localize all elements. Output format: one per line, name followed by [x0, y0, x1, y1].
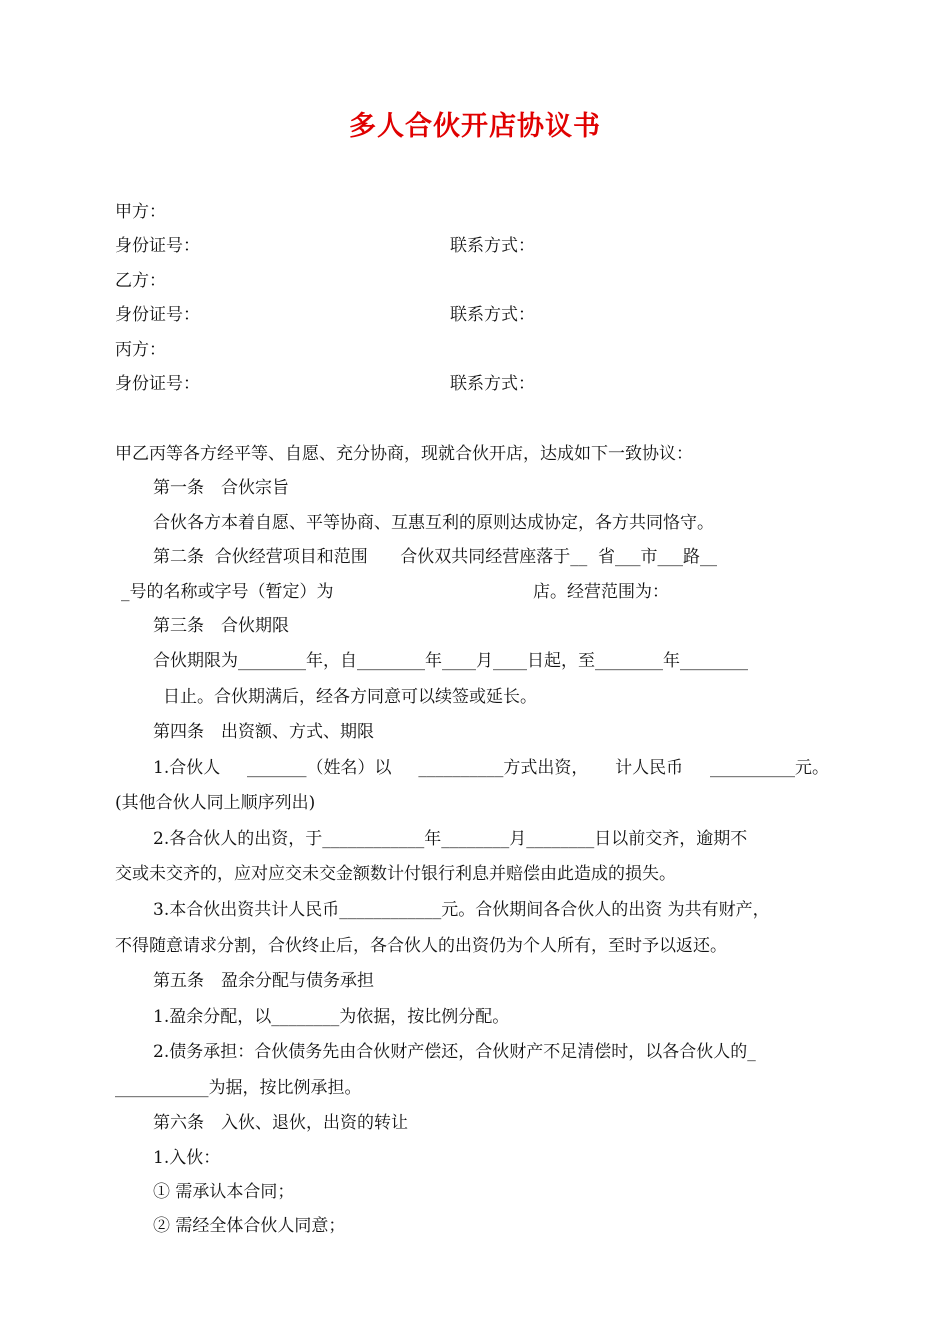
article-4-item-1-part: 1.合伙人: [153, 758, 221, 778]
article-6-item-1-sub-1: ① 需承认本合同；: [153, 1182, 295, 1202]
article-6-title: 第六条 入伙、退伙，出资的转让: [153, 1113, 408, 1133]
party-c-id: 身份证号：: [115, 374, 200, 394]
party-a-id: 身份证号：: [115, 236, 200, 256]
article-6-item-1: 1.入伙：: [153, 1148, 221, 1168]
party-b-name: 乙方：: [115, 271, 166, 291]
article-4-title: 第四条 出资额、方式、期限: [153, 722, 374, 742]
party-b-id: 身份证号：: [115, 305, 200, 325]
article-4-item-1-part: __________元。: [709, 758, 829, 778]
article-1-title: 第一条 合伙宗旨: [153, 478, 289, 498]
article-5-item-1: 1.盈余分配，以________为依据，按比例分配。: [153, 1007, 510, 1027]
article-4-item-2-line-1: 2.各合伙人的出资，于____________年________月________日以前交齐，逾期不: [153, 829, 748, 849]
document-title: 多人合伙开店协议书: [349, 111, 601, 142]
article-4-item-1-note: (其他合伙人同上顺序列出): [115, 793, 316, 813]
article-4-item-2-line-2: 交或未交齐的，应对应交未交金额数计付银行利息并赔偿由此造成的损失。: [115, 864, 676, 884]
article-3-title: 第三条 合伙期限: [153, 616, 289, 636]
article-3-line-2: 日止。合伙期满后，经各方同意可以续签或延长。: [163, 687, 537, 707]
party-b-contact: 联系方式：: [450, 305, 535, 325]
article-4-item-1-part: __________方式出资，: [418, 758, 589, 778]
article-2-line-2b: 店。经营范围为：: [533, 582, 669, 602]
article-4-item-1-part: 计人民币: [615, 758, 684, 778]
party-c-contact: 联系方式：: [450, 374, 535, 394]
intro-paragraph: 甲乙丙等各方经平等、自愿、充分协商，现就合伙开店，达成如下一致协议：: [115, 444, 693, 464]
article-5-item-2-line-1: 2.债务承担：合伙债务先由合伙财产偿还，合伙财产不足清偿时，以各合伙人的_: [153, 1042, 756, 1062]
article-3-line-1: 合伙期限为________年，自________年____月____日起，至________年________: [153, 651, 748, 671]
article-5-item-2-line-2: ___________为据，按比例承担。: [115, 1078, 362, 1098]
article-4-item-1-part: _______（姓名）以: [247, 758, 392, 778]
article-4-item-3-line-2: 不得随意请求分割，合伙终止后，各合伙人的出资仍为个人所有，至时予以返还。: [115, 936, 727, 956]
article-4-item-1: [153, 756, 829, 780]
article-2-line-2a: _号的名称或字号（暂定）为: [121, 582, 334, 602]
article-6-item-1-sub-2: ② 需经全体合伙人同意；: [153, 1216, 346, 1236]
article-1-body: 合伙各方本着自愿、平等协商、互惠互利的原则达成协定，各方共同恪守。: [153, 513, 714, 533]
article-2-line-1: 第二条 合伙经营项目和范围 合伙双共同经营座落于__ 省___市___路__: [153, 547, 718, 567]
article-4-item-3-line-1: 3.本合伙出资共计人民币____________元。合伙期间各合伙人的出资 为共有财产，: [153, 900, 770, 920]
party-c-name: 丙方：: [115, 340, 166, 360]
party-a-name: 甲方：: [115, 202, 166, 222]
article-5-title: 第五条 盈余分配与债务承担: [153, 971, 374, 991]
party-a-contact: 联系方式：: [450, 236, 535, 256]
